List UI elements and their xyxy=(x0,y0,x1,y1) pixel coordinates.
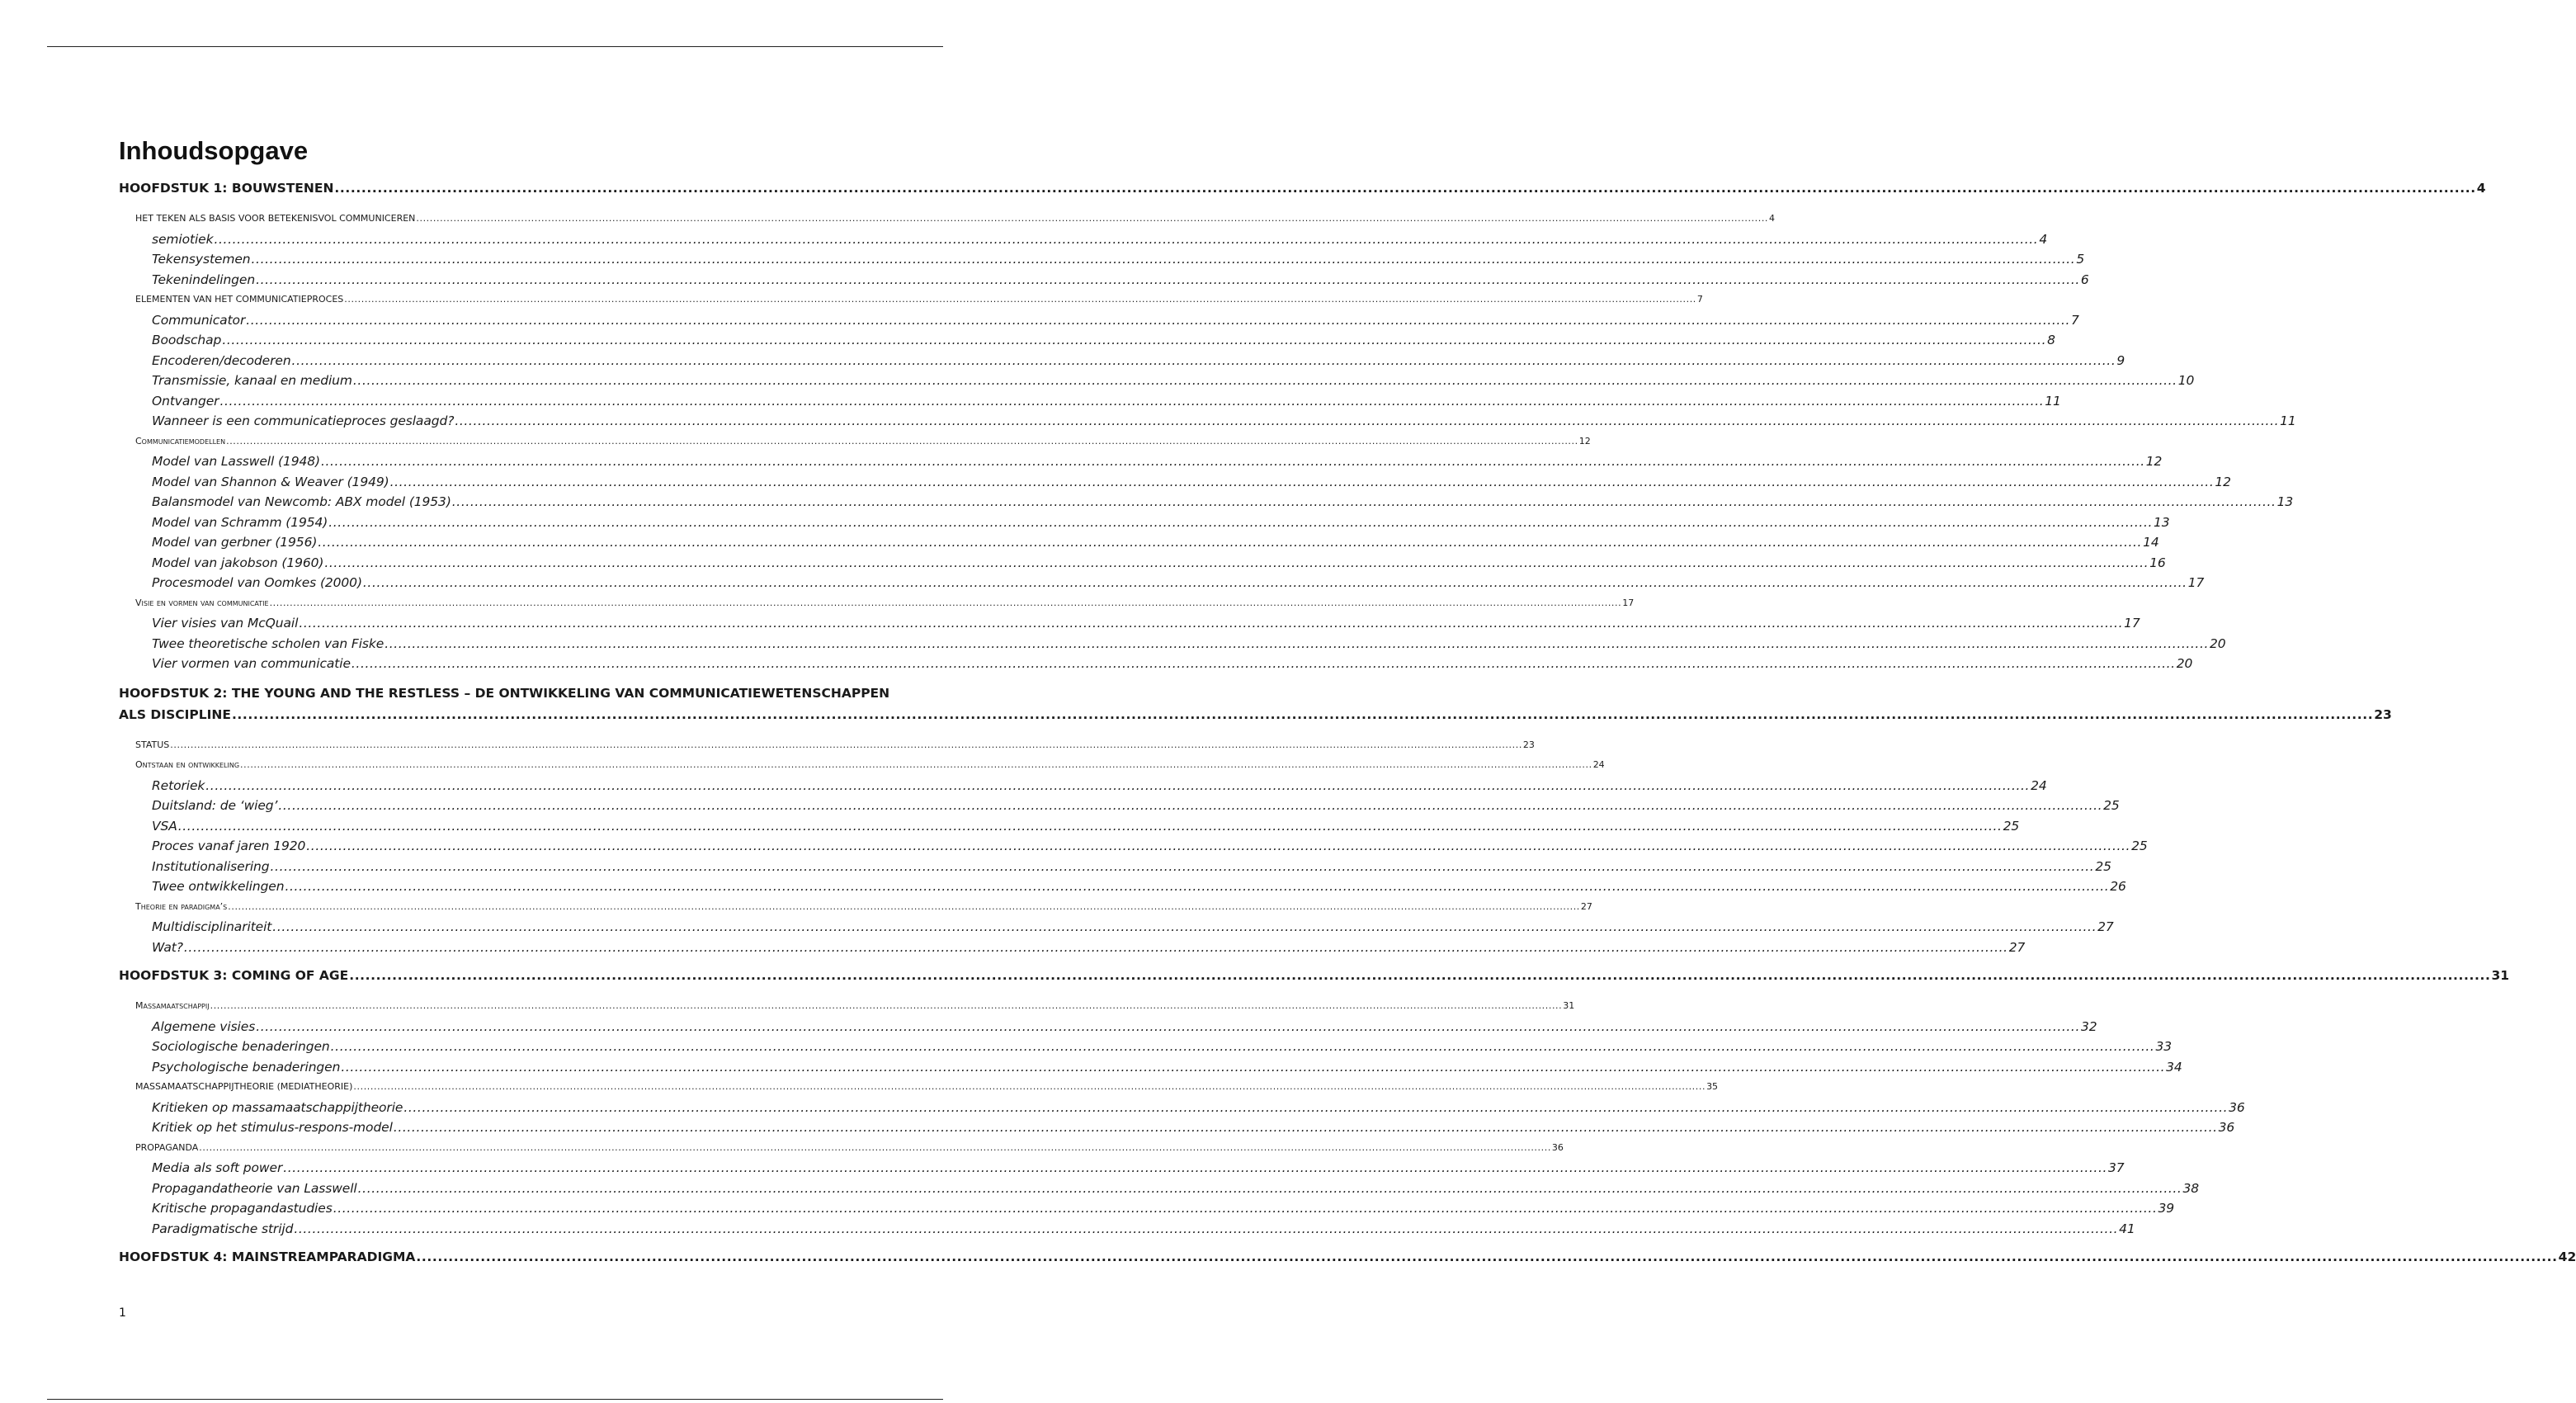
toc-subsection[interactable] xyxy=(119,1117,2235,1138)
toc-entry-title: HOOFDSTUK 4: MAINSTREAMPARADIGMA xyxy=(119,1249,416,1264)
toc-entry-page: 5 xyxy=(2076,252,2085,267)
toc-subsection[interactable] xyxy=(119,654,2193,674)
toc-entry-title-cont: ALS DISCIPLINE xyxy=(119,706,231,722)
dot-leader: ................................................................................................................................................................................................................................................................................................................................................................................................................ xyxy=(231,706,2374,722)
toc-entry-title: Visie en vormen van communicatie xyxy=(135,597,269,608)
toc-entry-title: Communicator xyxy=(152,312,246,328)
dot-leader: ................................................................................................................................................................................................................................................................................................................................................................................................................ xyxy=(330,1039,2155,1054)
dot-leader: ................................................................................................................................................................................................................................................................................................................................................................................................................ xyxy=(228,900,1580,912)
dot-leader: ................................................................................................................................................................................................................................................................................................................................................................................................................ xyxy=(341,1059,2166,1075)
dot-leader: ................................................................................................................................................................................................................................................................................................................................................................................................................ xyxy=(256,272,2080,287)
toc-entry-title: HOOFDSTUK 2: THE YOUNG AND THE RESTLESS – DE ONTWIKKELING VAN COMMUNICATIEWETENSCHAPPEN xyxy=(119,685,890,701)
toc-entry-title: Wanneer is een communicatieproces geslaagd? xyxy=(152,413,455,428)
dot-leader: ................................................................................................................................................................................................................................................................................................................................................................................................................ xyxy=(251,252,2076,267)
toc-entry-title: MASSAMAATSCHAPPIJTHEORIE (MEDIATHEORIE) xyxy=(135,1081,353,1092)
toc-entry-title: semiotiek xyxy=(152,231,214,247)
toc-entry-title: Boodschap xyxy=(152,333,222,347)
dot-leader: ................................................................................................................................................................................................................................................................................................................................................................................................................ xyxy=(362,575,2187,590)
toc-subsection[interactable] xyxy=(119,532,2159,553)
toc-entry-title: Model van gerbner (1956) xyxy=(152,535,318,550)
toc-chapter[interactable] xyxy=(119,683,2392,725)
toc-chapter[interactable] xyxy=(119,966,2510,986)
dot-leader: ................................................................................................................................................................................................................................................................................................................................................................................................................ xyxy=(285,879,2110,894)
toc-section[interactable] xyxy=(119,432,1591,452)
toc-entry-title: Duitsland: de ‘wieg’ xyxy=(152,798,278,813)
toc-entry-page: 10 xyxy=(2177,373,2195,388)
toc-entry-page: 11 xyxy=(2280,413,2296,428)
dot-leader: ................................................................................................................................................................................................................................................................................................................................................................................................................ xyxy=(270,858,2095,874)
toc-subsection[interactable] xyxy=(119,351,2125,371)
toc-entry-page: 12 xyxy=(2145,454,2163,469)
dot-leader: ................................................................................................................................................................................................................................................................................................................................................................................................................ xyxy=(199,1141,1551,1153)
toc-entry-title: Algemene visies xyxy=(152,1018,256,1034)
toc-subsection[interactable] xyxy=(119,1098,2245,1118)
toc-entry-page: 13 xyxy=(2276,494,2294,509)
toc-entry-title: Model van Lasswell (1948) xyxy=(152,454,320,469)
toc-entry-page: 31 xyxy=(1563,1000,1575,1011)
toc-subsection[interactable] xyxy=(119,270,2089,291)
dot-leader: ................................................................................................................................................................................................................................................................................................................................................................................................................ xyxy=(299,616,2124,631)
toc-entry-page: 4 xyxy=(1769,213,1776,224)
toc-entry-page: 11 xyxy=(2045,393,2061,409)
toc-entry-page: 4 xyxy=(2476,181,2486,196)
toc-entry-page: 27 xyxy=(2008,939,2026,955)
dot-leader: ................................................................................................................................................................................................................................................................................................................................................................................................................ xyxy=(222,333,2047,347)
toc-entry-page: 36 xyxy=(1551,1141,1564,1153)
toc-entry-page: 41 xyxy=(2119,1221,2135,1236)
toc-entry-title: Kritiek op het stimulus-respons-model xyxy=(152,1120,393,1135)
toc-subsection[interactable] xyxy=(119,513,2170,533)
footer-rule xyxy=(47,1399,943,1400)
toc-subsection[interactable] xyxy=(119,229,2048,250)
toc-subsection[interactable] xyxy=(119,371,2195,391)
toc-entry-title: HOOFDSTUK 3: COMING OF AGE xyxy=(119,968,349,983)
toc-subsection[interactable] xyxy=(119,1219,2135,1240)
toc-section[interactable] xyxy=(119,593,1635,614)
toc-subsection[interactable] xyxy=(119,1017,2097,1037)
dot-leader: ................................................................................................................................................................................................................................................................................................................................................................................................................ xyxy=(344,294,1696,305)
toc-entry-title: Media als soft power xyxy=(152,1160,283,1175)
toc-entry-page: 7 xyxy=(1696,294,1703,305)
toc-entry-title: Propagandatheorie van Lasswell xyxy=(152,1180,357,1196)
toc-entry-page: 17 xyxy=(2187,575,2205,590)
dot-leader: ................................................................................................................................................................................................................................................................................................................................................................................................................ xyxy=(226,435,1578,446)
dot-leader: ................................................................................................................................................................................................................................................................................................................................................................................................................ xyxy=(349,968,2491,983)
toc-entry-title: VSA xyxy=(152,818,177,834)
toc-entry-title: Model van Shannon & Weaver (1949) xyxy=(152,474,389,489)
toc-subsection[interactable] xyxy=(119,573,2205,593)
toc-chapter[interactable] xyxy=(119,178,2486,199)
toc-entry-title: Model van Schramm (1954) xyxy=(152,514,328,530)
dot-leader: ................................................................................................................................................................................................................................................................................................................................................................................................................ xyxy=(352,373,2177,388)
toc-entry-title: Proces vanaf jaren 1920 xyxy=(152,838,306,853)
toc-section[interactable] xyxy=(119,1077,1719,1098)
toc-entry-page: 23 xyxy=(2374,706,2392,722)
toc-subsection[interactable] xyxy=(119,613,2140,634)
dot-leader: ................................................................................................................................................................................................................................................................................................................................................................................................................ xyxy=(333,1201,2158,1216)
dot-leader: ................................................................................................................................................................................................................................................................................................................................................................................................................ xyxy=(416,1249,2558,1264)
toc-entry-title: STATUS xyxy=(135,739,170,750)
toc-entry-title: Paradigmatische strijd xyxy=(152,1221,294,1236)
toc-entry-page: 8 xyxy=(2047,333,2055,347)
dot-leader: ................................................................................................................................................................................................................................................................................................................................................................................................................ xyxy=(283,1160,2108,1175)
toc-subsection[interactable] xyxy=(119,249,2085,270)
dot-leader: ................................................................................................................................................................................................................................................................................................................................................................................................................ xyxy=(393,1120,2218,1135)
dot-leader: ................................................................................................................................................................................................................................................................................................................................................................................................................ xyxy=(183,939,2008,955)
toc-entry-title: Kritieken op massamaatschappijtheorie xyxy=(152,1099,403,1115)
toc-subsection[interactable] xyxy=(119,796,2120,816)
toc-subsection[interactable] xyxy=(119,492,2294,513)
page-number: 1 xyxy=(119,1306,126,1320)
toc-entry-page: 16 xyxy=(2149,555,2166,570)
toc-entry-page: 12 xyxy=(2215,474,2231,489)
toc-subsection[interactable] xyxy=(119,938,2026,958)
dot-leader: ................................................................................................................................................................................................................................................................................................................................................................................................................ xyxy=(269,597,1622,608)
toc-subsection[interactable] xyxy=(119,1198,2175,1219)
toc-entry-title: Transmissie, kanaal en medium xyxy=(152,373,352,388)
toc-entry-page: 23 xyxy=(1522,739,1535,750)
toc-entry-page: 17 xyxy=(1622,597,1635,608)
toc-entry-page: 31 xyxy=(2491,968,2510,983)
dot-leader: ................................................................................................................................................................................................................................................................................................................................................................................................................ xyxy=(205,777,2031,793)
toc-entry-page: 25 xyxy=(2103,798,2120,813)
dot-leader: ................................................................................................................................................................................................................................................................................................................................................................................................................ xyxy=(318,535,2143,550)
dot-leader: ................................................................................................................................................................................................................................................................................................................................................................................................................ xyxy=(219,393,2045,409)
dot-leader: ................................................................................................................................................................................................................................................................................................................................................................................................................ xyxy=(385,635,2210,651)
toc-entry-page: 36 xyxy=(2229,1099,2245,1115)
dot-leader: ................................................................................................................................................................................................................................................................................................................................................................................................................ xyxy=(416,213,1769,224)
toc-entry-page: 24 xyxy=(1592,759,1605,770)
dot-leader: ................................................................................................................................................................................................................................................................................................................................................................................................................ xyxy=(294,1221,2119,1236)
toc-entry-title: ELEMENTEN VAN HET COMMUNICATIEPROCES xyxy=(135,294,344,305)
toc-subsection[interactable] xyxy=(119,310,2079,331)
toc-entry-title: PROPAGANDA xyxy=(135,1141,199,1153)
toc-entry-page: 38 xyxy=(2182,1180,2199,1196)
toc-entry-page: 25 xyxy=(2095,858,2111,874)
toc-subsection[interactable] xyxy=(119,391,2061,412)
dot-leader: ................................................................................................................................................................................................................................................................................................................................................................................................................ xyxy=(177,818,2003,834)
toc-subsection[interactable] xyxy=(119,411,2296,432)
toc-section[interactable] xyxy=(119,735,1535,756)
toc-entry-title: Wat? xyxy=(152,939,183,955)
toc-entry-title: Institutionalisering xyxy=(152,858,270,874)
toc-entry-page: 17 xyxy=(2124,616,2140,631)
toc-entry-title: Psychologische benaderingen xyxy=(152,1059,341,1075)
toc-entry-title: Retoriek xyxy=(152,777,205,793)
toc-section[interactable] xyxy=(119,209,1776,229)
dot-leader: ................................................................................................................................................................................................................................................................................................................................................................................................................ xyxy=(403,1099,2229,1115)
dot-leader: ................................................................................................................................................................................................................................................................................................................................................................................................................ xyxy=(324,555,2149,570)
toc-entry-title: Encoderen/decoderen xyxy=(152,352,291,368)
toc-entry-page: 42 xyxy=(2558,1249,2576,1264)
toc-entry-page: 14 xyxy=(2143,535,2159,550)
dot-leader: ................................................................................................................................................................................................................................................................................................................................................................................................................ xyxy=(451,494,2276,509)
toc-entry-page: 25 xyxy=(2131,838,2148,853)
toc-entry-page: 9 xyxy=(2116,352,2125,368)
toc-section[interactable] xyxy=(119,996,1575,1017)
header-rule xyxy=(47,46,943,47)
dot-leader: ................................................................................................................................................................................................................................................................................................................................................................................................................ xyxy=(353,1081,1706,1092)
toc-entry-title: Theorie en paradigma’s xyxy=(135,900,228,912)
toc-entry-page: 13 xyxy=(2154,514,2170,530)
dot-leader: ................................................................................................................................................................................................................................................................................................................................................................................................................ xyxy=(170,739,1522,750)
toc-entry-page: 4 xyxy=(2039,231,2048,247)
toc-entry-title: Communicatiemodellen xyxy=(135,435,226,446)
dot-leader: ................................................................................................................................................................................................................................................................................................................................................................................................................ xyxy=(210,1000,1563,1011)
toc-entry-title: Vier visies van McQuail xyxy=(152,616,299,631)
dot-leader: ................................................................................................................................................................................................................................................................................................................................................................................................................ xyxy=(240,759,1592,770)
toc-subsection[interactable] xyxy=(119,634,2226,654)
toc-entry-page: 24 xyxy=(2031,777,2047,793)
toc-entry-title: Tekensystemen xyxy=(152,252,251,267)
dot-leader: ................................................................................................................................................................................................................................................................................................................................................................................................................ xyxy=(328,514,2154,530)
toc-entry-title: Procesmodel van Oomkes (2000) xyxy=(152,575,362,590)
toc-entry-page: 25 xyxy=(2003,818,2020,834)
toc-entry-page: 27 xyxy=(1580,900,1592,912)
toc-subsection[interactable] xyxy=(119,553,2166,574)
toc-entry-title: Ontstaan en ontwikkeling xyxy=(135,759,240,770)
dot-leader: ................................................................................................................................................................................................................................................................................................................................................................................................................ xyxy=(351,656,2176,671)
dot-leader: ................................................................................................................................................................................................................................................................................................................................................................................................................ xyxy=(214,231,2039,247)
dot-leader: ................................................................................................................................................................................................................................................................................................................................................................................................................ xyxy=(256,1018,2080,1034)
toc-entry-page: 7 xyxy=(2071,312,2079,328)
toc-section[interactable] xyxy=(119,290,1703,310)
dot-leader: ................................................................................................................................................................................................................................................................................................................................................................................................................ xyxy=(272,919,2097,934)
toc-section[interactable] xyxy=(119,897,1592,918)
toc-entry-page: 12 xyxy=(1578,435,1591,446)
toc-entry-title: Balansmodel van Newcomb: ABX model (1953) xyxy=(152,494,451,509)
toc-subsection[interactable] xyxy=(119,836,2148,857)
toc-entry-title: Multidisciplinariteit xyxy=(152,919,272,934)
dot-leader: ................................................................................................................................................................................................................................................................................................................................................................................................................ xyxy=(291,352,2116,368)
toc-entry-page: 27 xyxy=(2097,919,2114,934)
toc-entry-title: HET TEKEN ALS BASIS VOOR BETEKENISVOL COMMUNICEREN xyxy=(135,213,416,224)
dot-leader: ................................................................................................................................................................................................................................................................................................................................................................................................................ xyxy=(389,474,2215,489)
toc-entry-title: Massamaatschappij xyxy=(135,1000,210,1011)
dot-leader: ................................................................................................................................................................................................................................................................................................................................................................................................................ xyxy=(246,312,2071,328)
toc-entry-title: Sociologische benaderingen xyxy=(152,1039,330,1054)
dot-leader: ................................................................................................................................................................................................................................................................................................................................................................................................................ xyxy=(357,1180,2182,1196)
dot-leader: ................................................................................................................................................................................................................................................................................................................................................................................................................ xyxy=(320,454,2145,469)
toc-entry-page: 35 xyxy=(1706,1081,1719,1092)
toc-entry-page: 6 xyxy=(2080,272,2089,287)
toc-subsection[interactable] xyxy=(119,1179,2199,1199)
toc-entry-title: HOOFDSTUK 1: BOUWSTENEN xyxy=(119,181,334,196)
toc-subsection[interactable] xyxy=(119,1037,2172,1057)
toc-entry-title: Vier vormen van communicatie xyxy=(152,656,351,671)
toc-chapter[interactable] xyxy=(119,1247,2576,1268)
toc-entry-page: 33 xyxy=(2155,1039,2172,1054)
toc-subsection[interactable] xyxy=(119,816,2020,837)
table-of-contents xyxy=(119,178,2576,1268)
toc-entry-title: Twee ontwikkelingen xyxy=(152,879,285,894)
dot-leader: ................................................................................................................................................................................................................................................................................................................................................................................................................ xyxy=(455,413,2280,428)
toc-subsection[interactable] xyxy=(119,917,2114,938)
toc-entry-page: 37 xyxy=(2108,1160,2125,1175)
toc-subsection[interactable] xyxy=(119,876,2126,897)
toc-entry-page: 20 xyxy=(2210,635,2226,651)
toc-entry-title: Model van jakobson (1960) xyxy=(152,555,324,570)
toc-entry-title: Tekenindelingen xyxy=(152,272,256,287)
toc-subsection[interactable] xyxy=(119,330,2055,351)
dot-leader: ................................................................................................................................................................................................................................................................................................................................................................................................................ xyxy=(306,838,2131,853)
toc-subsection[interactable] xyxy=(119,451,2163,472)
page-title: Inhoudsopgave xyxy=(119,136,309,165)
toc-entry-page: 20 xyxy=(2176,656,2193,671)
toc-section[interactable] xyxy=(119,755,1605,776)
toc-subsection[interactable] xyxy=(119,857,2111,877)
toc-subsection[interactable] xyxy=(119,776,2047,796)
toc-entry-title: Kritische propagandastudies xyxy=(152,1201,333,1216)
toc-entry-page: 26 xyxy=(2110,879,2126,894)
toc-section[interactable] xyxy=(119,1138,1564,1159)
toc-subsection[interactable] xyxy=(119,1158,2125,1179)
dot-leader: ................................................................................................................................................................................................................................................................................................................................................................................................................ xyxy=(278,798,2103,813)
dot-leader: ................................................................................................................................................................................................................................................................................................................................................................................................................ xyxy=(334,181,2476,196)
toc-entry-page: 36 xyxy=(2218,1120,2235,1135)
toc-entry-page: 34 xyxy=(2166,1059,2182,1075)
toc-subsection[interactable] xyxy=(119,472,2231,493)
toc-entry-title: Ontvanger xyxy=(152,393,219,409)
toc-entry-title: Twee theoretische scholen van Fiske xyxy=(152,635,385,651)
toc-entry-page: 39 xyxy=(2158,1201,2175,1216)
toc-subsection[interactable] xyxy=(119,1057,2182,1078)
toc-entry-page: 32 xyxy=(2081,1018,2097,1034)
